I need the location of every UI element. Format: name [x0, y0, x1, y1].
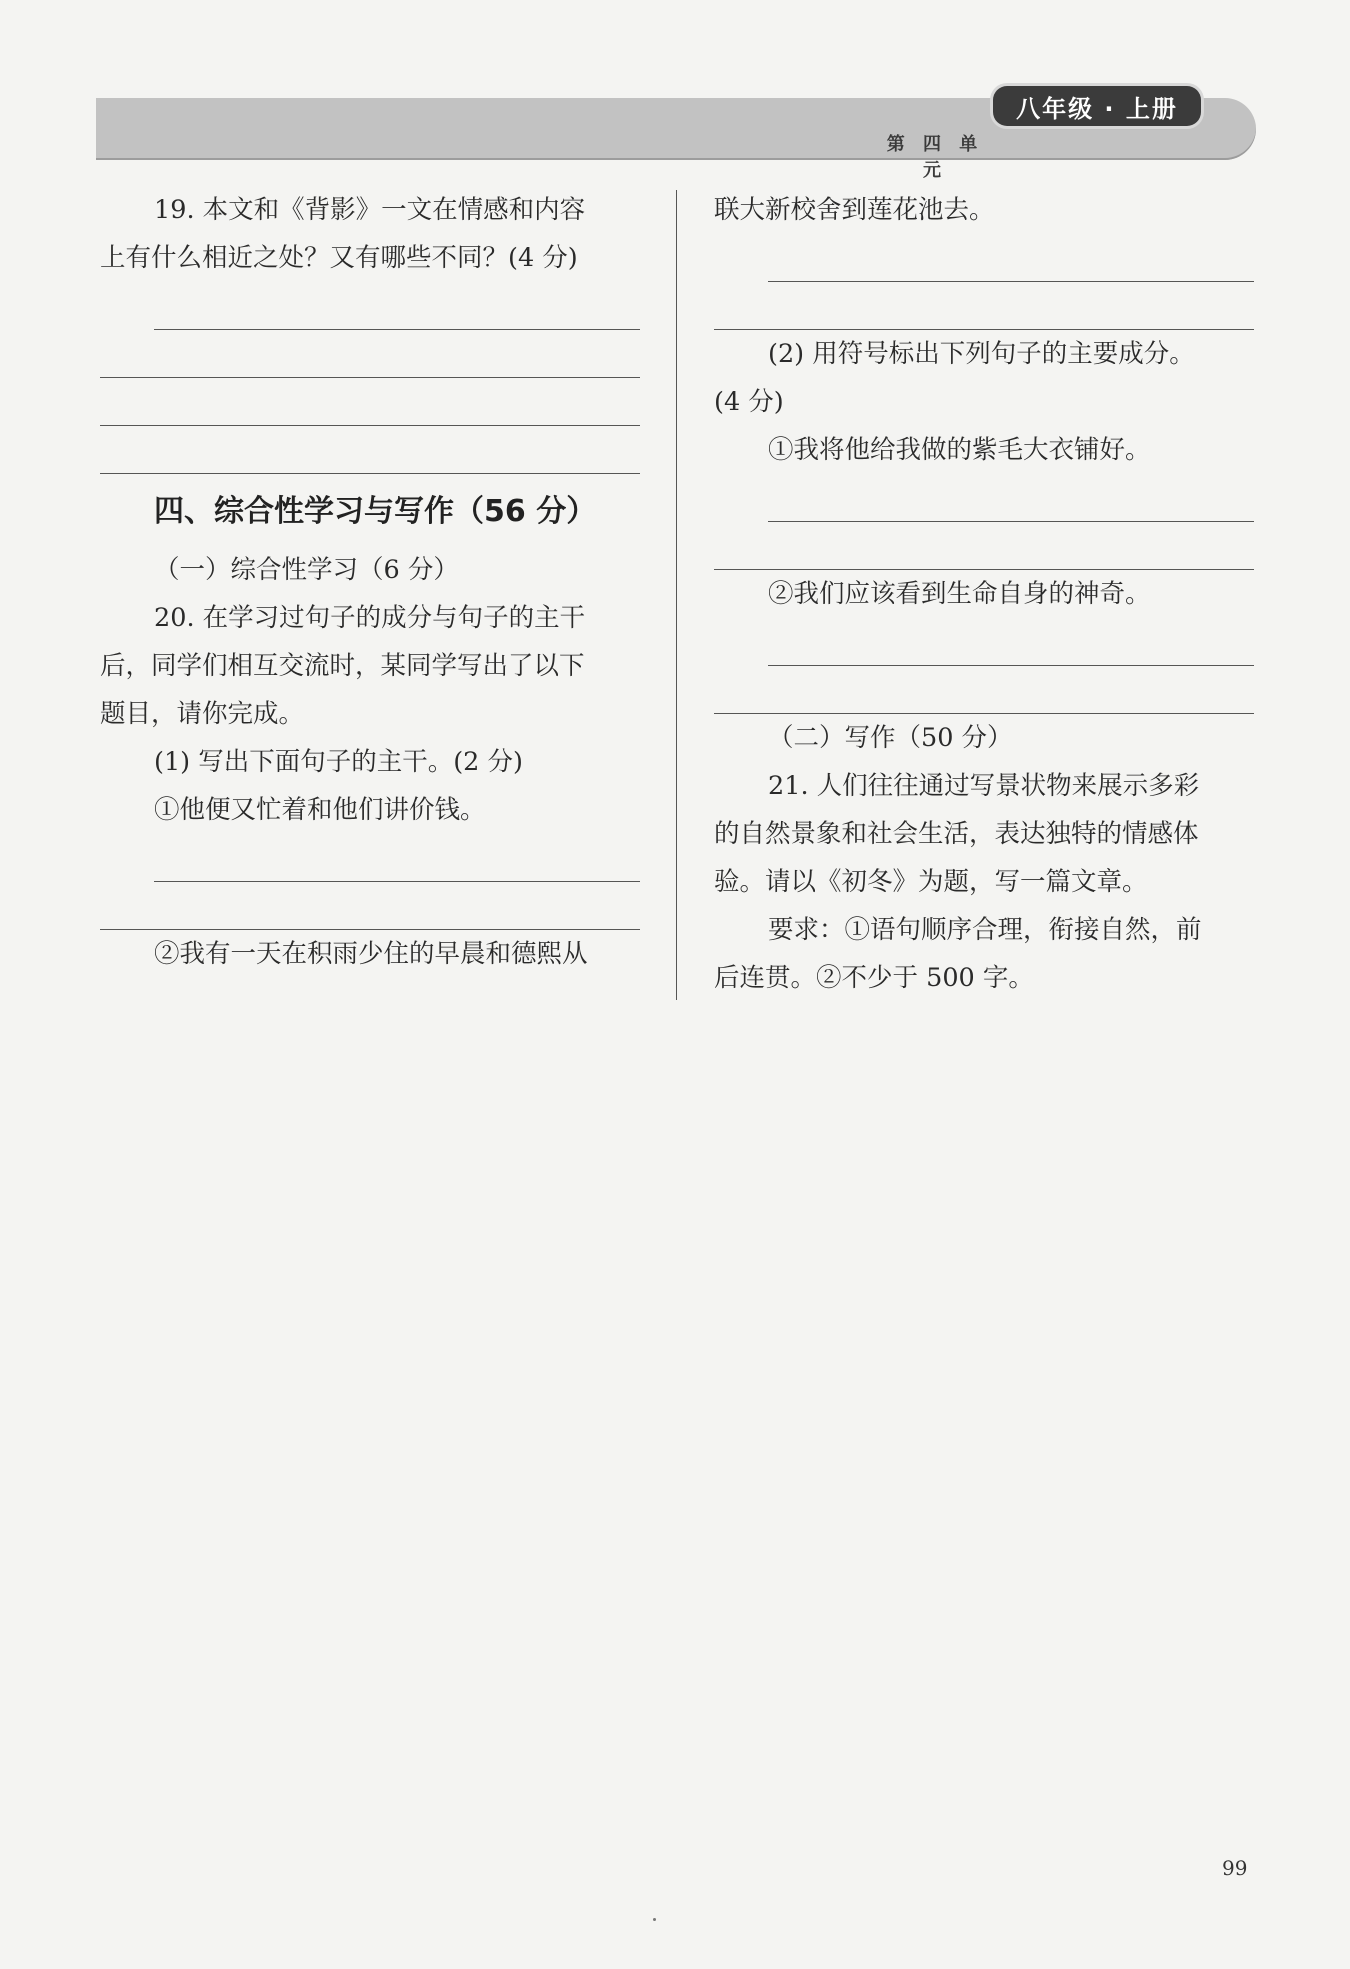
answer-line[interactable]: [714, 522, 1254, 570]
answer-line[interactable]: [714, 282, 1254, 330]
part-2-sentence-2: ②我们应该看到生命自身的神奇。: [768, 579, 1151, 609]
subsection-title: （一）综合性学习（6 分）: [154, 555, 459, 585]
right-column: [714, 186, 1254, 1002]
subsection-title: （二）写作（50 分）: [768, 723, 1013, 753]
left-column: [100, 186, 640, 978]
question-19-text: 19. 本文和《背影》一文在情感和内容: [154, 195, 586, 225]
question-20-part-2: (2) 用符号标出下列句子的主要成分。: [768, 339, 1195, 369]
answer-line[interactable]: [154, 282, 640, 330]
section-heading: 四、综合性学习与写作（56 分）: [154, 494, 597, 529]
question-21-text-cont: 的自然景象和社会生活，表达独特的情感体: [714, 819, 1199, 849]
answer-line[interactable]: [100, 330, 640, 378]
column-divider: [676, 190, 677, 1000]
answer-line[interactable]: [154, 834, 640, 882]
answer-line[interactable]: [768, 618, 1254, 666]
scan-dot: [653, 1918, 656, 1921]
answer-line[interactable]: [100, 882, 640, 930]
question-20-part-1: (1) 写出下面句子的主干。(2 分): [154, 747, 523, 777]
answer-line[interactable]: [100, 426, 640, 474]
question-20-text: 20. 在学习过句子的成分与句子的主干: [154, 603, 586, 633]
page-number: 99: [1222, 1856, 1248, 1880]
question-21-text: 21. 人们往往通过写景状物来展示多彩: [768, 771, 1200, 801]
answer-line[interactable]: [768, 234, 1254, 282]
requirements-text: 要求：①语句顺序合理，衔接自然，前: [768, 915, 1202, 945]
question-20-text-cont: 题目，请你完成。: [100, 699, 305, 729]
question-19-text-cont: 上有什么相近之处？又有哪些不同？(4 分): [100, 243, 578, 273]
grade-tab: 八年级 · 上册: [993, 86, 1201, 126]
unit-label: 第 四 单 元: [886, 134, 984, 181]
answer-line[interactable]: [768, 474, 1254, 522]
question-21-text-cont: 验。请以《初冬》为题，写一篇文章。: [714, 867, 1148, 897]
answer-line[interactable]: [714, 666, 1254, 714]
sentence-2: ②我有一天在积雨少住的早晨和德熙从: [154, 939, 588, 969]
part-2-sentence-1: ①我将他给我做的紫毛大衣铺好。: [768, 435, 1151, 465]
sentence-2-cont: 联大新校舍到莲花池去。: [714, 195, 995, 225]
sentence-1: ①他便又忙着和他们讲价钱。: [154, 795, 486, 825]
question-20-text-cont: 后，同学们相互交流时，某同学写出了以下: [100, 651, 585, 681]
answer-line[interactable]: [100, 378, 640, 426]
requirements-text-cont: 后连贯。②不少于 500 字。: [714, 963, 1034, 993]
question-20-part-2-score: (4 分): [714, 387, 784, 417]
